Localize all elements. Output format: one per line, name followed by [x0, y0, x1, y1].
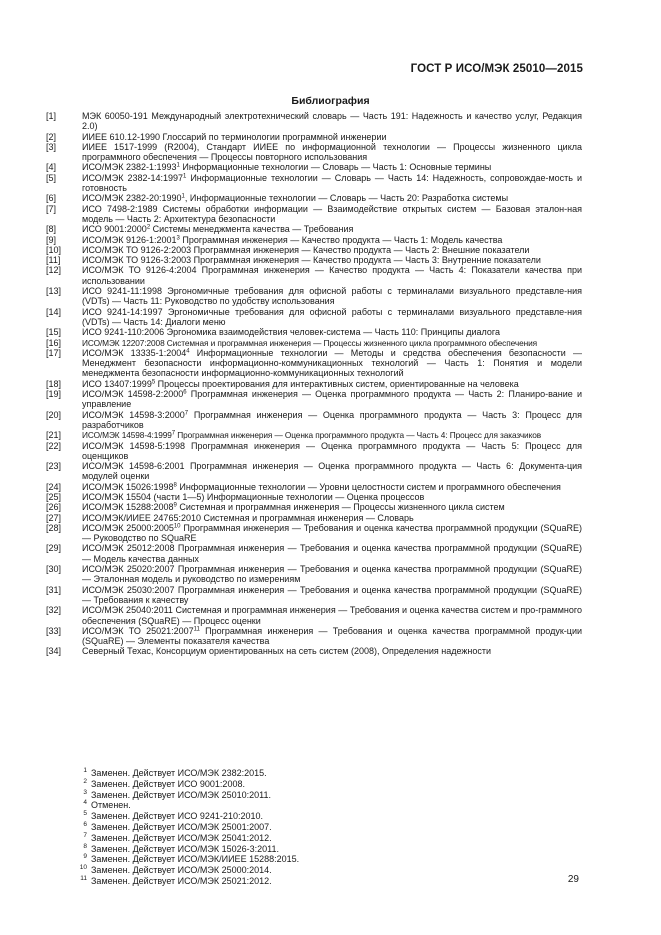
- footnote-text: Заменен. Действует ИСО/МЭК 25021:2012.: [91, 875, 272, 886]
- bibliography-entry: [46, 523, 582, 544]
- footnote-marker: 5: [151, 379, 156, 386]
- entry-number: [18]: [46, 378, 62, 389]
- bibliography-entry: [46, 327, 582, 337]
- footnote-marker: 6: [183, 389, 187, 396]
- bibliography-entry: [46, 564, 582, 585]
- entry-title: Программная инженерия — Требования и оценка качества программной продук-ции (SQuaRE) — Элементы показателя качества: [82, 625, 582, 647]
- entry-text: ИСО/МЭК 14598-6:2001 Программная инженерия — Оценка программного продукта — Часть 6: Документа-ция модулей оценки: [82, 461, 582, 482]
- entry-number: [33]: [46, 625, 62, 636]
- footnote-marker: 11: [193, 626, 200, 633]
- entry-designation: ИСО/МЭК 14598-4:1999: [82, 430, 172, 441]
- entry-number: [28]: [46, 522, 62, 533]
- entry-title: Информационные технологии — Словарь — Часть 1: Основные термины: [179, 162, 492, 173]
- entry-designation: ИСО/МЭК 2382-20:1990: [82, 193, 182, 204]
- bibliography-entry: [46, 204, 582, 225]
- entry-number: [23]: [46, 461, 62, 472]
- bibliography-entry: [46, 389, 582, 410]
- footnote-marker: 3: [176, 235, 180, 242]
- footnote-marker: 2: [146, 224, 151, 231]
- footnote-number: 4: [83, 799, 87, 807]
- entry-designation: ИСО/МЭК 15288:2008: [82, 502, 174, 513]
- entry-text: [82, 523, 582, 544]
- entry-text: ИСО/МЭК 25040:2011 Системная и программная инженерия — Требования и оценка качества систем и про-граммного обеспечения (SQuaRE) — Процесс оценки: [82, 605, 582, 626]
- bibliography-entry: [46, 492, 582, 502]
- entry-designation: ИСО/МЭК 2382-14:1997: [82, 172, 184, 183]
- footnote-number: 1: [83, 767, 87, 774]
- entry-designation: ИСО/МЭК 2382-1:1993: [82, 162, 177, 173]
- entry-text: [82, 193, 582, 203]
- entry-text: [82, 502, 582, 512]
- bibliography-entry: [46, 162, 582, 172]
- entry-designation: ИСО 13407:1999: [82, 378, 152, 389]
- footnote: [76, 790, 299, 801]
- bibliography-entry: [46, 502, 582, 512]
- entry-text: ИСО 9241-110:2006 Эргономика взаимодействия человек-система — Часть 110: Принципы диалога: [82, 327, 500, 338]
- entry-designation: ИСО/МЭК 25000:2005: [82, 522, 174, 533]
- entry-text: ИСО/МЭК ТО 9126-2:2003 Программная инженерия — Качество продукта — Часть 2: Внешние показатели: [82, 244, 530, 255]
- entry-title: Программная инженерия — Требования и оценка качества программной продукции (SQuaRE) — Руководство по SQuaRE: [82, 522, 582, 544]
- entry-text: ИСО 9241-14:1997 Эргономичные требования для офисной работы с терминалами визуального представле-ния (VDTs) — Часть 14: Диалоги меню: [82, 306, 582, 327]
- bibliography-entry: [46, 307, 582, 328]
- entry-number: [7]: [46, 203, 57, 214]
- entry-text: [82, 162, 582, 172]
- entry-number: [24]: [46, 481, 62, 492]
- entry-title: Программная инженерия — Оценка программного продукта — Часть 3: Процесс для разработчиков: [82, 409, 582, 430]
- footnote: [76, 833, 299, 844]
- entry-number: [2]: [46, 131, 57, 142]
- bibliography-entry: [46, 461, 582, 482]
- bibliography-entry: [46, 265, 582, 286]
- bibliography-entry: [46, 111, 582, 132]
- footnote: [76, 865, 299, 876]
- entry-title: Информационные технологии — Уровни целостности систем и программного обеспечения: [176, 481, 561, 492]
- bibliography-entry: [46, 224, 582, 234]
- bibliography-entry: [46, 410, 582, 431]
- footnote-text: Заменен. Действует ИСО/МЭК 25001:2007.: [91, 821, 272, 832]
- entry-number: [16]: [46, 337, 62, 348]
- entry-number: [30]: [46, 564, 62, 575]
- entry-text: ИСО/МЭК ТО 9126-4:2004 Программная инженерия — Качество продукта — Часть 4: Показатели качества при использовании: [82, 265, 582, 286]
- footnote-number: 6: [83, 820, 87, 828]
- entry-title: Информационные технологии — Словарь — Часть 14: Надежность, сопровождае-мость и готовность: [82, 172, 582, 194]
- entry-number: [3]: [46, 141, 57, 152]
- entry-number: [29]: [46, 543, 62, 554]
- entry-text: ИСО 7498-2:1989 Системы обработки информации — Взаимодействие открытых систем — Базовая эталон-ная модель — Часть 2: Архитектура безопасности: [82, 203, 582, 224]
- bibliography-entry: [46, 348, 582, 379]
- bibliography-entry: [46, 513, 582, 523]
- entry-title: Процессы проектирования для интерактивных систем, ориентированные на человека: [155, 378, 519, 389]
- entry-text: МЭК 60050-191 Международный электротехнический словарь — Часть 191: Надежность и качество услуг, Редакция 2.0): [82, 111, 582, 132]
- bibliography-list: [46, 111, 582, 657]
- bibliography-entry: [46, 482, 582, 492]
- footnote-text: Заменен. Действует ИСО/МЭК 15026-3:2011.: [91, 843, 280, 854]
- bibliography-entry: [46, 626, 582, 647]
- entry-text: ИСО 9241-11:1998 Эргономичные требования для офисной работы с терминалами визуального представле-ния (VDTs) — Часть 11: Руководство по удобству использования: [82, 286, 582, 307]
- entry-number: [19]: [46, 389, 62, 400]
- footnote-text: Отменен.: [91, 800, 131, 811]
- entry-designation: ИСО/МЭК 9126-1:2001: [82, 234, 177, 245]
- footnote-text: Заменен. Действует ИСО/МЭК 25000:2014.: [91, 865, 272, 876]
- entry-designation: ИСО/МЭК 15026:1998: [82, 481, 174, 492]
- footnote-marker: 1: [183, 173, 187, 180]
- footnote-text: Заменен. Действует ИСО/МЭК/ИИЕЕ 15288:2015.: [91, 854, 300, 865]
- bibliography-entry: [46, 605, 582, 626]
- entry-number: [11]: [46, 255, 61, 266]
- entry-title: Программная инженерия — Качество продукта — Часть 1: Модель качества: [179, 234, 503, 245]
- footnote-text: Заменен. Действует ИСО/МЭК 25010:2011.: [91, 789, 272, 800]
- entry-text: [82, 482, 582, 492]
- entry-number: [21]: [46, 430, 62, 441]
- footnote-marker: 1: [176, 162, 180, 169]
- entry-title: Системная и программная инженерия — Процессы жизненного цикла систем: [176, 502, 505, 513]
- footnote: [76, 779, 299, 790]
- entry-number: [31]: [46, 584, 62, 595]
- bibliography-entry: [46, 379, 582, 389]
- entry-number: [17]: [46, 347, 62, 358]
- entry-number: [5]: [46, 172, 57, 183]
- footnote-text: Заменен. Действует ИСО 9241-210:2010.: [91, 811, 263, 822]
- entry-text: [82, 410, 582, 431]
- bibliography-entry: [46, 142, 582, 163]
- bibliography-entry: [46, 543, 582, 564]
- entry-number: [32]: [46, 605, 62, 616]
- footnotes-list: [76, 768, 299, 887]
- footnote-marker: 7: [184, 410, 189, 417]
- entry-text: [82, 430, 582, 440]
- entry-text: ИИЕЕ 610.12-1990 Глоссарий по терминологии программной инженерии: [82, 131, 387, 142]
- footnote: [76, 876, 299, 887]
- entry-number: [10]: [46, 244, 62, 255]
- bibliography-entry: [46, 193, 582, 203]
- bibliography-entry: [46, 245, 582, 255]
- bibliography-entry: [46, 338, 582, 348]
- entry-text: ИСО/МЭК ТО 9126-3:2003 Программная инженерия — Качество продукта — Часть 3: Внутренние показатели: [82, 255, 541, 266]
- bibliography-entry: [46, 585, 582, 606]
- entry-text: ИСО/МЭК 25012:2008 Программная инженерия — Требования и оценка качества программной продукции (SQuaRE) — Модель качества данных: [82, 543, 582, 564]
- footnote: [76, 822, 299, 833]
- entry-designation: ИСО/МЭК 14598-2:2000: [82, 389, 184, 400]
- footnote-text: Заменен. Действует ИСО/МЭК 25041:2012.: [91, 832, 272, 843]
- entry-title: , Информационные технологии — Словарь — Часть 20: Разработка системы: [184, 193, 509, 204]
- footnote-number: 5: [83, 810, 87, 818]
- entry-text: ИСО/МЭК 25020:2007 Программная инженерия — Требования и оценка качества программной продукции (SQuaRE) — Эталонная модель и руководство по измерениям: [82, 564, 582, 585]
- entry-title: Информационные технологии — Методы и средства обеспечения безопасности — Менеджмент безопасности информационно-коммуникационных технологий — Часть 1: Понятия и модели менеджмента безопасности информационно-коммуникационных технологий: [82, 347, 582, 379]
- footnote-marker: 1: [181, 193, 185, 200]
- bibliography-entry: [46, 430, 582, 440]
- footnote-number: 10: [79, 864, 87, 872]
- entry-number: [14]: [46, 306, 62, 317]
- entry-number: [1]: [46, 111, 57, 121]
- footnote-text: Заменен. Действует ИСО/МЭК 2382:2015.: [91, 768, 267, 778]
- footnote-marker: 10: [173, 523, 181, 530]
- entry-number: [34]: [46, 646, 62, 657]
- entry-designation: ИСО 9001:2000: [82, 224, 147, 235]
- footnote-marker: 7: [171, 430, 176, 437]
- entry-number: [9]: [46, 234, 57, 245]
- footnote-marker: 4: [186, 348, 190, 355]
- footnote-number: 7: [83, 831, 87, 839]
- entry-text: ИСО/МЭК 14598-5:1998 Программная инженерия — Оценка программного продукта — Часть 5: Процесс для оценщиков: [82, 440, 582, 461]
- footnote: [76, 800, 299, 811]
- entry-text: [82, 173, 582, 194]
- footnote-text: Заменен. Действует ИСО 9001:2008.: [91, 778, 245, 789]
- page-number: 29: [567, 874, 579, 885]
- entry-number: [13]: [46, 286, 62, 297]
- footnote-number: 3: [83, 788, 87, 796]
- entry-number: [20]: [46, 409, 62, 420]
- bibliography-entry: [46, 286, 582, 307]
- section-title: Библиография: [291, 95, 370, 107]
- entry-text: ИСО/МЭК 25030:2007 Программная инженерия — Требования и оценка качества программной продукции (SQuaRE) — Требования к качеству: [82, 584, 582, 605]
- footnote-number: 9: [83, 853, 87, 861]
- bibliography-entry: [46, 173, 582, 194]
- entry-text: Северный Техас, Консорциум ориентированных на сеть систем (2008), Определения надежности: [82, 646, 492, 657]
- footnote: [76, 811, 299, 822]
- entry-text: [82, 348, 582, 379]
- entry-designation: ИСО/МЭК 13335-1:2004: [82, 347, 187, 358]
- entry-number: [4]: [46, 162, 57, 173]
- footnote-number: 2: [83, 777, 87, 785]
- footnote-number: 8: [83, 842, 87, 850]
- entry-designation: ИСО/МЭК 14598-3:2000: [82, 409, 185, 420]
- entry-title: Программная инженерия — Оценка программного продукта — Часть 2: Планиро-вание и управление: [82, 389, 582, 410]
- bibliography-entry: [46, 235, 582, 245]
- footnote-marker: 9: [173, 502, 177, 509]
- entry-number: [12]: [46, 265, 62, 276]
- entry-number: [27]: [46, 512, 62, 523]
- entry-text: [82, 379, 582, 389]
- entry-number: [6]: [46, 193, 57, 204]
- entry-text: [82, 626, 582, 647]
- entry-text: [82, 224, 582, 234]
- bibliography-entry: [46, 255, 582, 265]
- entry-number: [22]: [46, 440, 62, 451]
- bibliography-entry: [46, 441, 582, 462]
- footnote: [76, 854, 299, 865]
- entry-title: Программная инженерия — Оценка программного продукта — Часть 4: Процесс для заказчиков: [175, 430, 542, 441]
- entry-designation: ИСО/МЭК ТО 25021:2007: [82, 625, 194, 636]
- entry-number: [25]: [46, 491, 62, 502]
- bibliography-entry: [46, 646, 582, 656]
- entry-number: [26]: [46, 502, 62, 513]
- entry-text: ИСО/МЭК 15504 (части 1—5) Информационные технологии — Оценка процессов: [82, 491, 425, 502]
- entry-text: [82, 235, 582, 245]
- entry-title: Системы менеджмента качества — Требования: [150, 224, 354, 235]
- entry-text: ИСО/МЭК 12207:2008 Системная и программная инженерия — Процессы жизненного цикла программного обеспечения: [82, 337, 538, 348]
- footnote-marker: 8: [173, 482, 177, 489]
- entry-number: [15]: [46, 327, 62, 338]
- footnote: [76, 768, 299, 779]
- document-header: ГОСТ Р ИСО/МЭК 25010—2015: [410, 63, 583, 75]
- entry-number: [8]: [46, 224, 57, 235]
- bibliography-entry: [46, 132, 582, 142]
- entry-text: ИСО/МЭК/ИИЕЕ 24765:2010 Системная и программная инженерия — Словарь: [82, 512, 414, 523]
- footnote-number: 11: [80, 874, 87, 882]
- footnote: [76, 844, 299, 855]
- entry-text: [82, 389, 582, 410]
- entry-text: ИИЕЕ 1517-1999 (R2004), Стандарт ИИЕЕ по информационной технологии — Процессы жизненного цикла программного обеспечения — Процессы повторного использования: [82, 141, 582, 163]
